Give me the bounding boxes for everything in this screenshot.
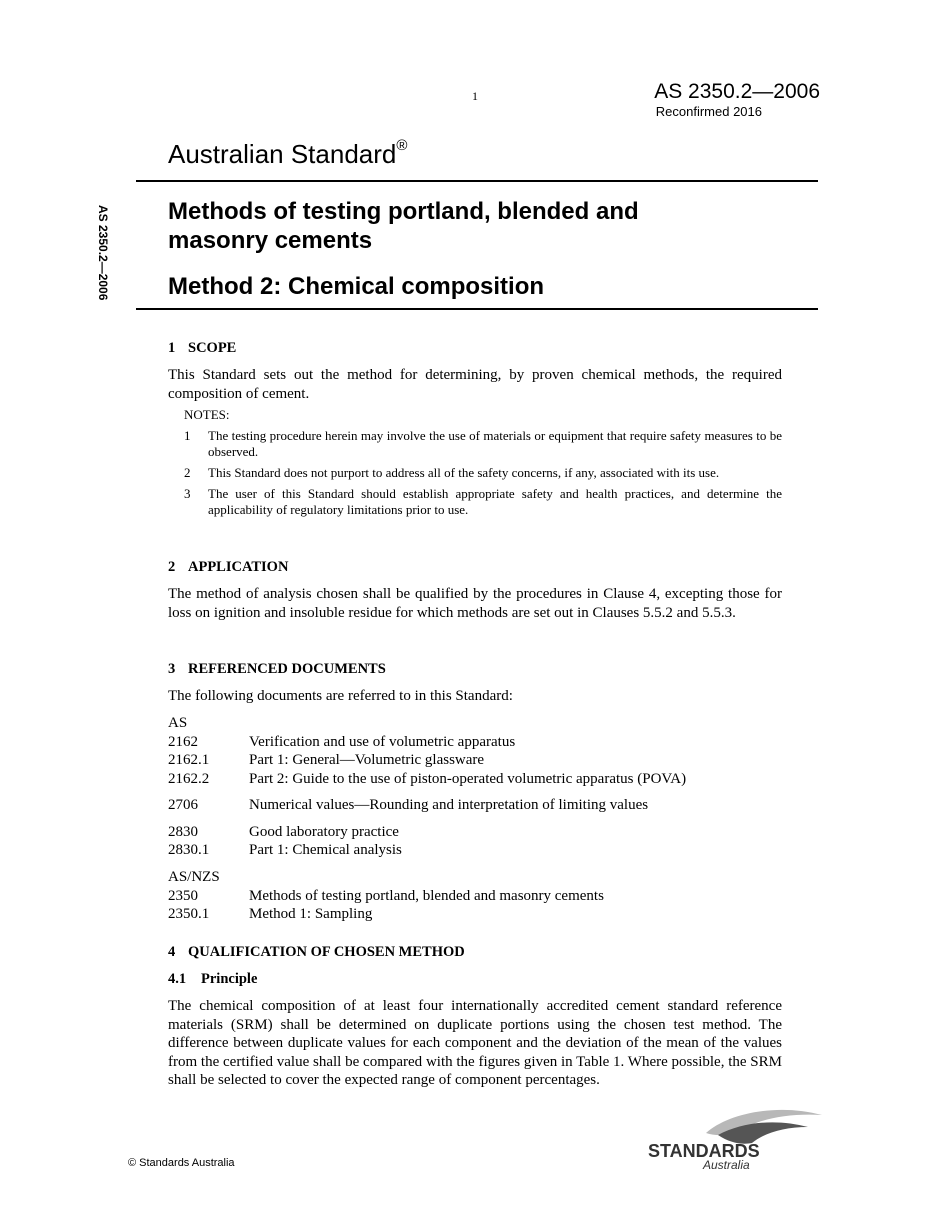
note-item: 2 This Standard does not purport to address all of the safety concerns, if any, associated with its use.	[184, 465, 720, 480]
references-intro: The following documents are referred to in this Standard:	[168, 688, 513, 704]
reference-group-label: AS	[168, 715, 188, 731]
copyright-notice: © Standards Australia	[128, 1157, 235, 1169]
section-heading-scope: 1 SCOPE	[168, 340, 237, 356]
document-title	[168, 197, 788, 255]
section-heading-application: 2 APPLICATION	[168, 559, 289, 575]
reference-row: 2830.1 Part 1: Chemical analysis	[168, 842, 402, 858]
notes-list	[168, 428, 782, 518]
spine-text: AS 2350.2—2006	[96, 205, 110, 301]
brand-title	[168, 139, 407, 170]
reference-group-label: AS/NZS	[168, 869, 220, 885]
reference-row: 2162 Verification and use of volumetric apparatus	[168, 733, 516, 750]
brand-text: Australian Standard	[168, 139, 397, 169]
reference-row: 2350 Methods of testing portland, blended and masonry cements	[168, 887, 604, 904]
note-item: 1 The testing procedure herein may involve the use of materials or equipment that require safety measures to be observed.	[184, 428, 782, 459]
notes-label: NOTES:	[184, 407, 230, 422]
reference-row: 2350.1 Method 1: Sampling	[168, 906, 373, 922]
section-heading-qualification: 4 QUALIFICATION OF CHOSEN METHOD	[168, 944, 465, 960]
reference-list-asnzs	[168, 868, 782, 924]
header-rule-bottom	[136, 308, 818, 310]
standards-australia-logo	[648, 1105, 824, 1171]
subsection-heading-principle: 4.1 Principle	[168, 971, 258, 987]
registered-mark: ®	[396, 137, 408, 154]
application-text: The method of analysis chosen shall be qualified by the procedures in Clause 4, excepting those for loss on ignition and insoluble residue for which methods are set out in Clauses 5.5.2 and 5.5.3.	[168, 586, 782, 621]
page-number: 1	[472, 89, 478, 103]
logo-word-standards: STANDARDS	[648, 1141, 760, 1161]
reference-row: 2162.2 Part 2: Guide to the use of piston-operated volumetric apparatus (POVA)	[168, 770, 687, 787]
reference-list-as	[168, 714, 782, 860]
reference-row: 2706 Numerical values—Rounding and interpretation of limiting values	[168, 797, 649, 813]
header-rule-top	[136, 180, 818, 182]
reference-row: 2830 Good laboratory practice	[168, 823, 399, 840]
title-line-2: masonry cements	[168, 227, 373, 254]
scope-text: This Standard sets out the method for determining, by proven chemical methods, the required composition of cement.	[168, 367, 782, 402]
logo-word-australia: Australia	[703, 1158, 750, 1171]
spine-label	[92, 205, 122, 317]
section-heading-references: 3 REFERENCED DOCUMENTS	[168, 661, 386, 677]
document-id: AS 2350.2—2006	[654, 80, 820, 103]
note-item: 3 The user of this Standard should establish appropriate safety and health practices, and determine the applicability of regulatory limitations prior to use.	[184, 486, 782, 517]
principle-text: The chemical composition of at least four internationally accredited cement standard reference materials (SRM) shall be determined on duplicate portions using the chosen test method. The difference between duplicate values for each component and the deviation of the mean of the values from the certified value shall be compared with the figures given in Table 1. Where possible, the SRM shall be selected to cover the expected range of component percentages.	[168, 998, 782, 1088]
reference-row: 2162.1 Part 1: General—Volumetric glassware	[168, 752, 485, 768]
method-title: Method 2: Chemical composition	[168, 273, 545, 300]
title-line-1: Methods of testing portland, blended and	[168, 198, 639, 225]
reconfirmed-date: Reconfirmed 2016	[655, 104, 762, 119]
